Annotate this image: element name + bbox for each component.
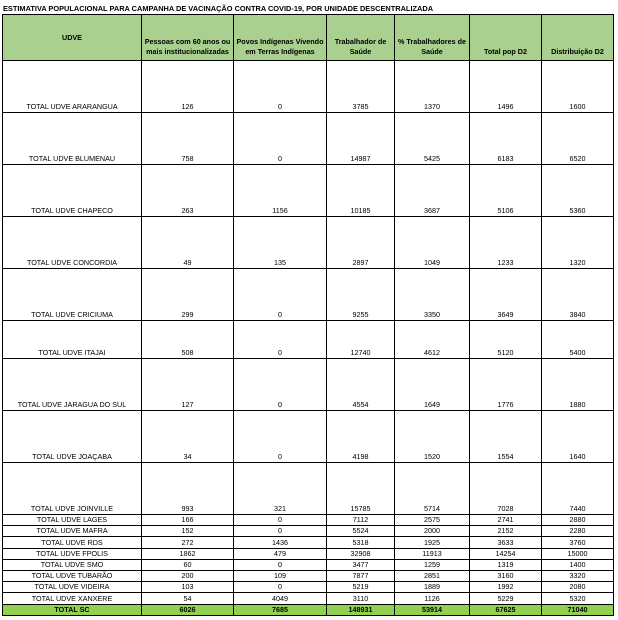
- table-row: [3, 526, 614, 537]
- cell-trabalhador-saude[interactable]: 9255: [327, 269, 395, 321]
- total-distribuicao-d2[interactable]: 71040: [542, 605, 614, 616]
- header-trabalhador-saude[interactable]: Trabalhador de Saúde: [327, 15, 395, 61]
- cell-udve-name[interactable]: TOTAL UDVE LAGES: [3, 515, 142, 526]
- total-povos-indigenas[interactable]: 7685: [234, 605, 327, 616]
- cell-pessoas-60[interactable]: 299: [142, 269, 234, 321]
- total-pessoas-60[interactable]: 6026: [142, 605, 234, 616]
- cell-total-pop-d2[interactable]: 1992: [470, 582, 542, 593]
- cell-trabalhador-saude[interactable]: 32908: [327, 549, 395, 560]
- cell-pct-trabalhadores[interactable]: 1520: [395, 411, 470, 463]
- cell-udve-name[interactable]: TOTAL UDVE JOAÇABA: [3, 411, 142, 463]
- cell-total-pop-d2[interactable]: 2152: [470, 526, 542, 537]
- cell-trabalhador-saude[interactable]: 7112: [327, 515, 395, 526]
- header-udve[interactable]: UDVE: [3, 15, 142, 61]
- cell-pessoas-60[interactable]: 200: [142, 571, 234, 582]
- cell-udve-name[interactable]: TOTAL UDVE RDS: [3, 537, 142, 549]
- cell-povos-indigenas[interactable]: 0: [234, 526, 327, 537]
- cell-distribuicao-d2[interactable]: 5360: [542, 165, 614, 217]
- cell-distribuicao-d2[interactable]: 1640: [542, 411, 614, 463]
- cell-pct-trabalhadores[interactable]: 4612: [395, 321, 470, 359]
- total-total-pop-d2[interactable]: 67625: [470, 605, 542, 616]
- cell-povos-indigenas[interactable]: 1436: [234, 537, 327, 549]
- cell-udve-name[interactable]: TOTAL UDVE CONCORDIA: [3, 217, 142, 269]
- cell-pct-trabalhadores[interactable]: 2851: [395, 571, 470, 582]
- cell-total-pop-d2[interactable]: 2741: [470, 515, 542, 526]
- cell-pct-trabalhadores[interactable]: 11913: [395, 549, 470, 560]
- cell-pessoas-60[interactable]: 508: [142, 321, 234, 359]
- cell-trabalhador-saude[interactable]: 2897: [327, 217, 395, 269]
- cell-pessoas-60[interactable]: 993: [142, 463, 234, 515]
- cell-trabalhador-saude[interactable]: 5219: [327, 582, 395, 593]
- cell-udve-name[interactable]: TOTAL UDVE CHAPECO: [3, 165, 142, 217]
- sheet-title: ESTIMATIVA POPULACIONAL PARA CAMPANHA DE VACINAÇÃO CONTRA COVID-19, POR UNIDADE DESCENTRALIZADA: [3, 2, 435, 16]
- cell-pct-trabalhadores[interactable]: 1370: [395, 61, 470, 113]
- cell-total-pop-d2[interactable]: 1554: [470, 411, 542, 463]
- cell-pessoas-60[interactable]: 272: [142, 537, 234, 549]
- cell-povos-indigenas[interactable]: 0: [234, 560, 327, 571]
- cell-pessoas-60[interactable]: 126: [142, 61, 234, 113]
- table-row: [3, 549, 614, 560]
- header-pessoas-60[interactable]: Pessoas com 60 anos ou mais institucionalizadas: [142, 15, 234, 61]
- cell-distribuicao-d2[interactable]: 1880: [542, 359, 614, 411]
- cell-pct-trabalhadores[interactable]: 1259: [395, 560, 470, 571]
- cell-distribuicao-d2[interactable]: 6520: [542, 113, 614, 165]
- cell-total-pop-d2[interactable]: 7028: [470, 463, 542, 515]
- table-row: [3, 411, 614, 463]
- cell-distribuicao-d2[interactable]: 3320: [542, 571, 614, 582]
- cell-pessoas-60[interactable]: 103: [142, 582, 234, 593]
- table-row: [3, 269, 614, 321]
- table-row: [3, 537, 614, 549]
- cell-total-pop-d2[interactable]: 1776: [470, 359, 542, 411]
- cell-total-pop-d2[interactable]: 1496: [470, 61, 542, 113]
- cell-pessoas-60[interactable]: 166: [142, 515, 234, 526]
- total-trabalhador-saude[interactable]: 148931: [327, 605, 395, 616]
- cell-pessoas-60[interactable]: 1862: [142, 549, 234, 560]
- cell-udve-name[interactable]: TOTAL UDVE ITAJAI: [3, 321, 142, 359]
- cell-trabalhador-saude[interactable]: 3477: [327, 560, 395, 571]
- cell-pct-trabalhadores[interactable]: 3350: [395, 269, 470, 321]
- cell-pessoas-60[interactable]: 34: [142, 411, 234, 463]
- cell-pct-trabalhadores[interactable]: 2000: [395, 526, 470, 537]
- total-udve-name[interactable]: TOTAL SC: [3, 605, 142, 616]
- cell-total-pop-d2[interactable]: 3160: [470, 571, 542, 582]
- cell-distribuicao-d2[interactable]: 2880: [542, 515, 614, 526]
- cell-total-pop-d2[interactable]: 5106: [470, 165, 542, 217]
- cell-trabalhador-saude[interactable]: 4198: [327, 411, 395, 463]
- cell-distribuicao-d2[interactable]: 1600: [542, 61, 614, 113]
- cell-trabalhador-saude[interactable]: 3110: [327, 593, 395, 605]
- cell-udve-name[interactable]: TOTAL UDVE SMO: [3, 560, 142, 571]
- cell-pessoas-60[interactable]: 263: [142, 165, 234, 217]
- cell-pessoas-60[interactable]: 49: [142, 217, 234, 269]
- cell-distribuicao-d2[interactable]: 1400: [542, 560, 614, 571]
- cell-udve-name[interactable]: TOTAL UDVE VIDEIRA: [3, 582, 142, 593]
- table-row: [3, 359, 614, 411]
- table-row: [3, 582, 614, 593]
- cell-udve-name[interactable]: TOTAL UDVE JARAGUA DO SUL: [3, 359, 142, 411]
- cell-trabalhador-saude[interactable]: 15785: [327, 463, 395, 515]
- cell-pct-trabalhadores[interactable]: 1126: [395, 593, 470, 605]
- cell-udve-name[interactable]: TOTAL UDVE FPOLIS: [3, 549, 142, 560]
- cell-povos-indigenas[interactable]: 0: [234, 113, 327, 165]
- cell-total-pop-d2[interactable]: 5229: [470, 593, 542, 605]
- cell-povos-indigenas[interactable]: 321: [234, 463, 327, 515]
- cell-distribuicao-d2[interactable]: 5400: [542, 321, 614, 359]
- cell-distribuicao-d2[interactable]: 2080: [542, 582, 614, 593]
- cell-distribuicao-d2[interactable]: 5320: [542, 593, 614, 605]
- cell-trabalhador-saude[interactable]: 7877: [327, 571, 395, 582]
- cell-povos-indigenas[interactable]: 0: [234, 61, 327, 113]
- header-row: [3, 15, 614, 61]
- cell-pessoas-60[interactable]: 127: [142, 359, 234, 411]
- table-row: [3, 165, 614, 217]
- cell-pct-trabalhadores[interactable]: 2575: [395, 515, 470, 526]
- cell-distribuicao-d2[interactable]: 3840: [542, 269, 614, 321]
- cell-trabalhador-saude[interactable]: 3785: [327, 61, 395, 113]
- cell-udve-name[interactable]: TOTAL UDVE TUBARÃO: [3, 571, 142, 582]
- cell-pct-trabalhadores[interactable]: 5425: [395, 113, 470, 165]
- table-row: [3, 593, 614, 605]
- cell-total-pop-d2[interactable]: 3649: [470, 269, 542, 321]
- cell-trabalhador-saude[interactable]: 4554: [327, 359, 395, 411]
- header-distribuicao-d2[interactable]: Distribuição D2: [542, 15, 614, 61]
- cell-pessoas-60[interactable]: 60: [142, 560, 234, 571]
- cell-trabalhador-saude[interactable]: 14987: [327, 113, 395, 165]
- cell-trabalhador-saude[interactable]: 10185: [327, 165, 395, 217]
- cell-distribuicao-d2[interactable]: 2280: [542, 526, 614, 537]
- cell-total-pop-d2[interactable]: 14254: [470, 549, 542, 560]
- cell-povos-indigenas[interactable]: 0: [234, 582, 327, 593]
- cell-pct-trabalhadores[interactable]: 1049: [395, 217, 470, 269]
- cell-distribuicao-d2[interactable]: 15000: [542, 549, 614, 560]
- table-row: [3, 463, 614, 515]
- cell-pct-trabalhadores[interactable]: 5714: [395, 463, 470, 515]
- cell-pct-trabalhadores[interactable]: 3687: [395, 165, 470, 217]
- table-body: [3, 61, 614, 616]
- table-row: [3, 113, 614, 165]
- cell-total-pop-d2[interactable]: 6183: [470, 113, 542, 165]
- cell-distribuicao-d2[interactable]: 1320: [542, 217, 614, 269]
- data-table: [2, 14, 614, 616]
- header-povos-indigenas[interactable]: Povos Indígenas Vivendo em Terras Indígenas: [234, 15, 327, 61]
- cell-povos-indigenas[interactable]: 1156: [234, 165, 327, 217]
- cell-povos-indigenas[interactable]: 0: [234, 359, 327, 411]
- cell-povos-indigenas[interactable]: 135: [234, 217, 327, 269]
- cell-udve-name[interactable]: TOTAL UDVE XANXERE: [3, 593, 142, 605]
- cell-povos-indigenas[interactable]: 0: [234, 411, 327, 463]
- cell-distribuicao-d2[interactable]: 3760: [542, 537, 614, 549]
- cell-povos-indigenas[interactable]: 479: [234, 549, 327, 560]
- cell-povos-indigenas[interactable]: 0: [234, 269, 327, 321]
- table-row: [3, 571, 614, 582]
- cell-pessoas-60[interactable]: 758: [142, 113, 234, 165]
- cell-pct-trabalhadores[interactable]: 1649: [395, 359, 470, 411]
- cell-distribuicao-d2[interactable]: 7440: [542, 463, 614, 515]
- table-row: [3, 515, 614, 526]
- cell-povos-indigenas[interactable]: 4049: [234, 593, 327, 605]
- cell-trabalhador-saude[interactable]: 5318: [327, 537, 395, 549]
- cell-pct-trabalhadores[interactable]: 1925: [395, 537, 470, 549]
- table-row: [3, 61, 614, 113]
- cell-povos-indigenas[interactable]: 0: [234, 515, 327, 526]
- cell-pessoas-60[interactable]: 152: [142, 526, 234, 537]
- cell-udve-name[interactable]: TOTAL UDVE CRICIUMA: [3, 269, 142, 321]
- cell-pessoas-60[interactable]: 54: [142, 593, 234, 605]
- cell-udve-name[interactable]: TOTAL UDVE BLUMENAU: [3, 113, 142, 165]
- cell-total-pop-d2[interactable]: 1233: [470, 217, 542, 269]
- cell-udve-name[interactable]: TOTAL UDVE MAFRA: [3, 526, 142, 537]
- table-row: [3, 321, 614, 359]
- cell-trabalhador-saude[interactable]: 5524: [327, 526, 395, 537]
- cell-povos-indigenas[interactable]: 109: [234, 571, 327, 582]
- total-row: [3, 605, 614, 616]
- cell-povos-indigenas[interactable]: 0: [234, 321, 327, 359]
- table-row: [3, 217, 614, 269]
- header-total-pop-d2[interactable]: Total pop D2: [470, 15, 542, 61]
- cell-udve-name[interactable]: TOTAL UDVE ARARANGUA: [3, 61, 142, 113]
- cell-trabalhador-saude[interactable]: 12740: [327, 321, 395, 359]
- cell-total-pop-d2[interactable]: 5120: [470, 321, 542, 359]
- cell-total-pop-d2[interactable]: 3633: [470, 537, 542, 549]
- header-pct-trabalhadores[interactable]: % Trabalhadores de Saúde: [395, 15, 470, 61]
- cell-total-pop-d2[interactable]: 1319: [470, 560, 542, 571]
- table-row: [3, 560, 614, 571]
- cell-udve-name[interactable]: TOTAL UDVE JOINVILLE: [3, 463, 142, 515]
- cell-pct-trabalhadores[interactable]: 1889: [395, 582, 470, 593]
- total-pct-trabalhadores[interactable]: 53914: [395, 605, 470, 616]
